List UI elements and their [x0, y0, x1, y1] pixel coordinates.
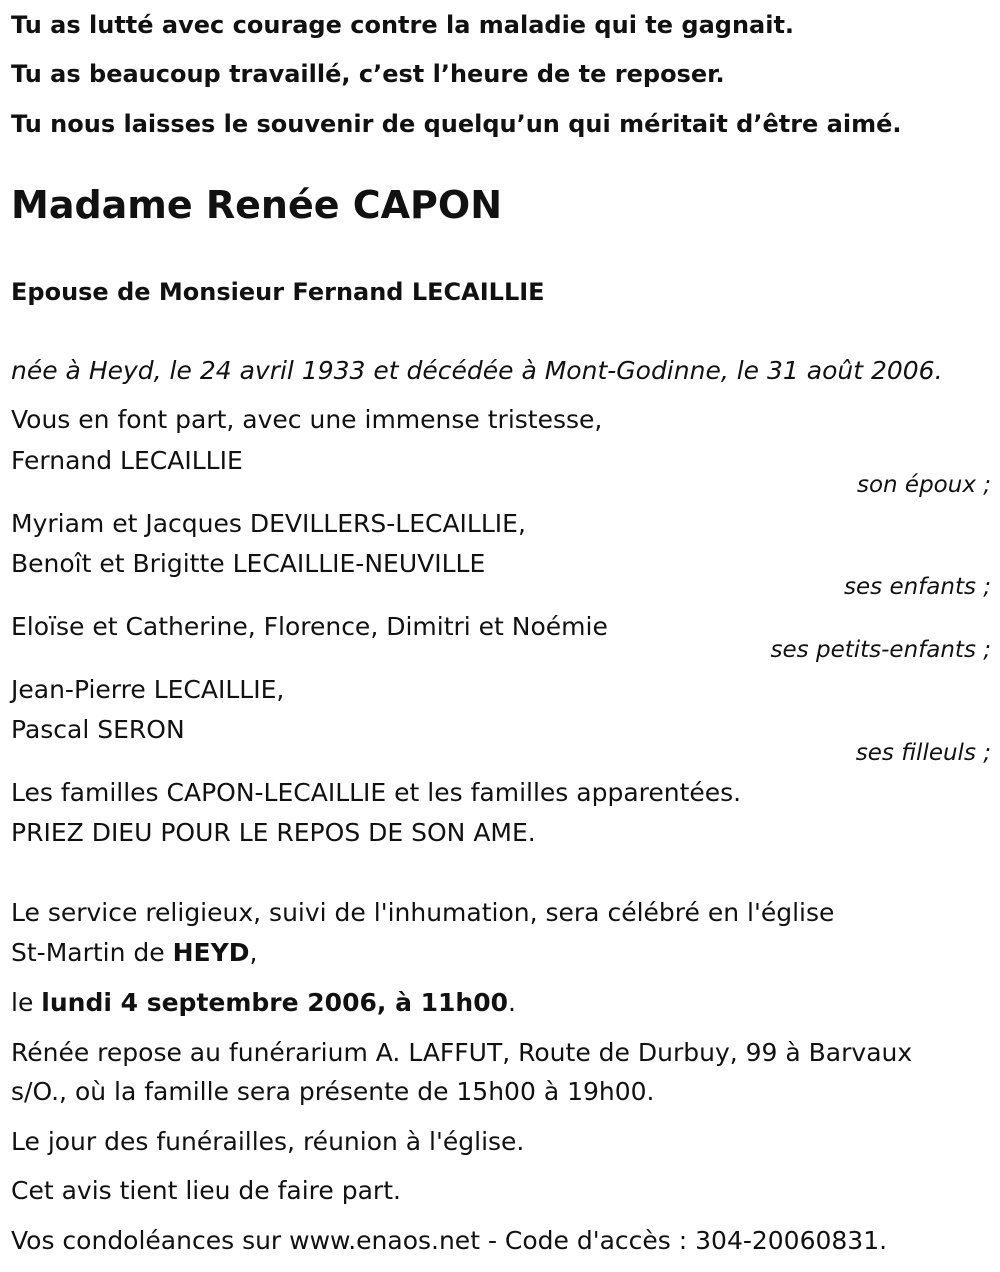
poem-line-2: Tu as beaucoup travaillé, c’est l’heure de te reposer.	[11, 60, 725, 88]
relative-name: Eloïse et Catherine, Florence, Dimitri et Noémie	[11, 612, 608, 641]
service-date	[11, 988, 516, 1018]
service-line-2	[11, 938, 257, 968]
service-date-suffix: .	[508, 988, 516, 1017]
relation-label: ses filleuls ;	[855, 740, 991, 766]
families-line: Les familles CAPON-LECAILLIE et les familles apparentées.	[11, 778, 742, 807]
service-punctuation: ,	[249, 938, 258, 967]
relative-name: Myriam et Jacques DEVILLERS-LECAILLIE,	[11, 509, 526, 538]
relation-label: ses petits-enfants ;	[770, 637, 991, 663]
service-line-1: Le service religieux, suivi de l'inhumation, sera célébré en l'église	[11, 898, 835, 927]
condolences-line: Vos condoléances sur www.enaos.net - Code d'accès : 304-20060831.	[11, 1226, 888, 1255]
meeting-line: Le jour des funérailles, réunion à l'église.	[11, 1127, 525, 1156]
rest-line-2: s/O., où la famille sera présente de 15h00 à 19h00.	[11, 1077, 655, 1106]
relation-label: son époux ;	[856, 472, 991, 498]
rest-line-1: Rénée repose au funérarium A. LAFFUT, Route de Durbuy, 99 à Barvaux	[11, 1038, 913, 1067]
poem-line-3: Tu nous laisses le souvenir de quelqu’un qui méritait d’être aimé.	[11, 110, 902, 138]
poem-line-1: Tu as lutté avec courage contre la maladie qui te gagnait.	[11, 11, 795, 39]
relative-name: Fernand LECAILLIE	[11, 446, 243, 475]
relative-name: Benoît et Brigitte LECAILLIE-NEUVILLE	[11, 549, 486, 578]
spouse-line: Epouse de Monsieur Fernand LECAILLIE	[11, 278, 545, 306]
notice-line: Cet avis tient lieu de faire part.	[11, 1176, 401, 1205]
deceased-name: Madame Renée CAPON	[11, 183, 503, 227]
service-date-prefix: le	[11, 988, 42, 1017]
announcement-intro: Vous en font part, avec une immense tristesse,	[11, 405, 603, 434]
service-church: St-Martin de	[11, 938, 173, 967]
service-place: HEYD	[172, 938, 250, 967]
birth-death-dates: née à Heyd, le 24 avril 1933 et décédée à Mont-Godinne, le 31 août 2006.	[11, 356, 943, 385]
prayer-line: PRIEZ DIEU POUR LE REPOS DE SON AME.	[11, 818, 536, 847]
relative-name: Pascal SERON	[11, 715, 185, 744]
relation-label: ses enfants ;	[844, 574, 991, 600]
relative-name: Jean-Pierre LECAILLIE,	[11, 675, 285, 704]
service-date-value: lundi 4 septembre 2006, à 11h00	[41, 988, 509, 1017]
